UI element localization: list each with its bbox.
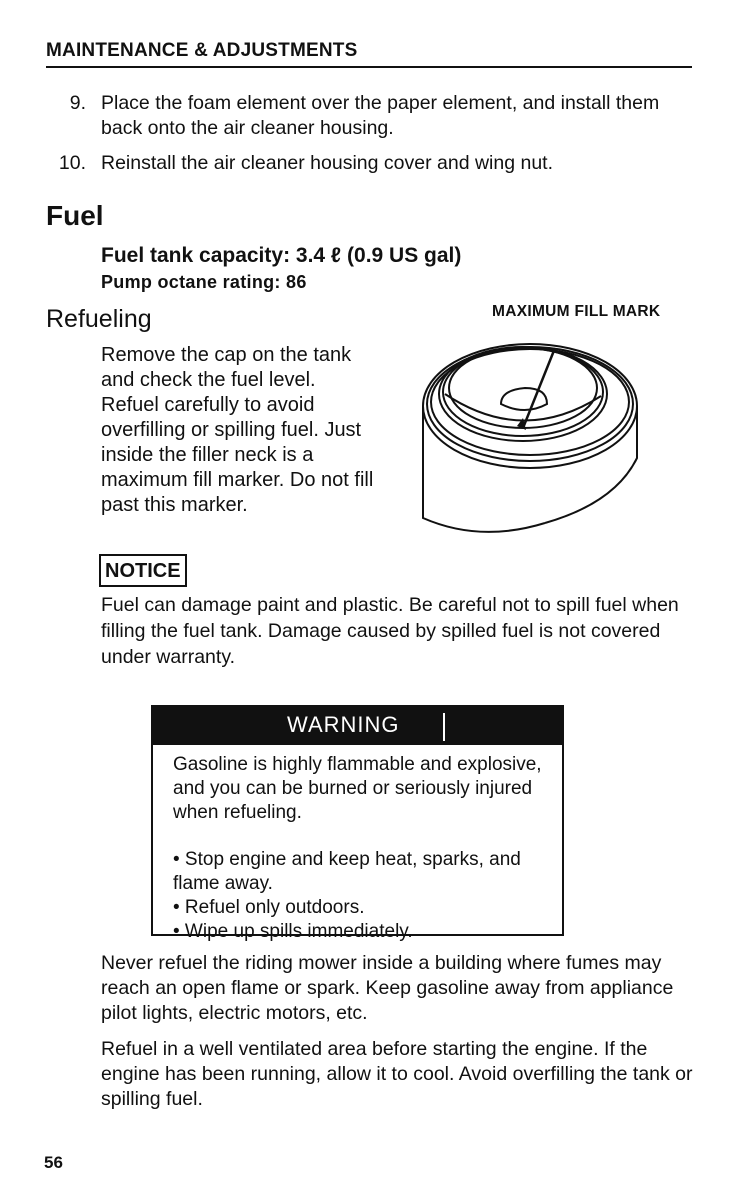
refueling-paragraph: Remove the cap on the tank and check the fuel level. Refuel carefully to avoid overfilling or spilling fuel. Just inside the filler neck is a maximum fill marker. Do not fill past this marker. xyxy=(101,344,374,516)
refueling-heading: Refueling xyxy=(46,305,152,333)
notice-text: Fuel can damage paint and plastic. Be careful not to spill fuel when filling the fuel tank. Damage caused by spilled fuel is not covered under warranty. xyxy=(101,594,679,668)
warning-body xyxy=(173,753,558,944)
warning-box xyxy=(151,705,564,942)
step-10 xyxy=(46,151,686,177)
warning-divider xyxy=(443,713,445,741)
warning-title: WARNING xyxy=(287,712,400,737)
section-header: MAINTENANCE & ADJUSTMENTS xyxy=(46,40,358,61)
notice-label: NOTICE xyxy=(99,554,187,587)
step-number: 9. xyxy=(69,92,86,114)
ventilation-paragraph: Refuel in a well ventilated area before starting the engine. If the engine has been running, allow it to cool. Avoid overfilling the tank or spilling fuel. xyxy=(101,1038,693,1110)
warning-bullet: • Refuel only outdoors. xyxy=(173,897,365,918)
never-refuel-paragraph: Never refuel the riding mower inside a building where fumes may reach an open flame or spark. Keep gasoline away from appliance pilot lights, electric motors, etc. xyxy=(101,952,674,1024)
step-text: Reinstall the air cleaner housing cover and wing nut. xyxy=(101,152,554,174)
step-9 xyxy=(46,91,686,143)
step-number: 10. xyxy=(58,152,86,174)
warning-bullet: • Stop engine and keep heat, sparks, and flame away. xyxy=(173,849,521,894)
fuel-tank-filler-illustration xyxy=(405,318,655,543)
fuel-capacity-spec: Fuel tank capacity: 3.4 ℓ (0.9 US gal) xyxy=(101,244,462,267)
header-rule xyxy=(46,66,692,68)
octane-rating-spec: Pump octane rating: 86 xyxy=(101,272,307,292)
warning-intro: Gasoline is highly flammable and explosive, and you can be burned or seriously injured when refueling. xyxy=(173,754,542,823)
figure-label: MAXIMUM FILL MARK xyxy=(492,303,661,320)
page-number: 56 xyxy=(44,1153,63,1172)
warning-bullet: • Wipe up spills immediately. xyxy=(173,921,413,942)
step-text: Place the foam element over the paper element, and install them back onto the air cleaner housing. xyxy=(101,92,660,139)
warning-title-bar xyxy=(153,707,562,745)
fuel-heading: Fuel xyxy=(46,200,104,231)
